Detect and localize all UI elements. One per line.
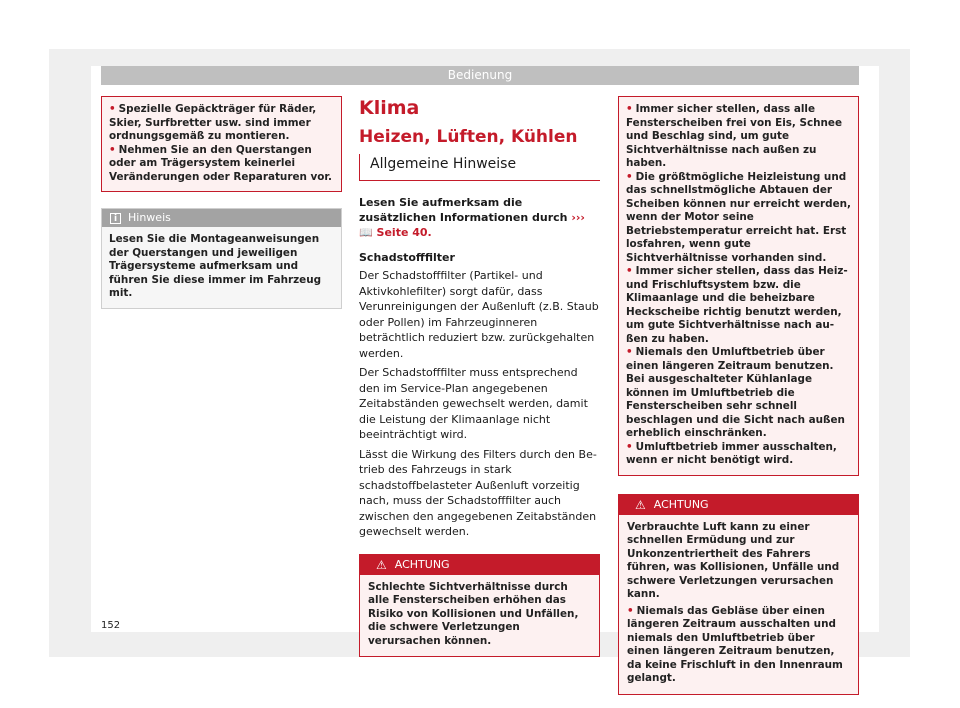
warning-body: [619, 515, 858, 694]
note-box: [101, 208, 342, 309]
bullet-icon: •: [626, 440, 633, 453]
paragraph: Der Schadstofffilter muss entsprechend den im Service-Plan angegebenen Zeitabständen gewechselt werden, damit die Leistung der Klimaanlage nicht beeinträchtigt wird.: [359, 366, 588, 441]
warning-label: ACHTUNG: [653, 497, 709, 511]
warning-continuation-box: [618, 96, 859, 476]
note-text: Lesen Sie die Montageanweisungen der Querstangen und jeweiligen Trägersysteme aufmerksam und führen Sie diese immer im Fahrzeug mit.: [109, 233, 322, 299]
intro-text: Lesen Sie aufmerksam die zusätzlichen Informationen durch ››› 📖 Seite 40.: [359, 196, 585, 239]
warning-box: [618, 494, 859, 695]
book-icon: 📖: [359, 226, 373, 239]
page-reference-link[interactable]: Seite 40.: [376, 226, 432, 239]
list-item: • Immer sicher stellen, dass alle Fensterscheiben frei von Eis, Schnee und Beschlag sind, um gute Sichtverhältnisse nach außen zu haben.: [626, 103, 843, 169]
list-item: • Niemals den Umluftbetrieb über einen längeren Zeitraum benutzen. Bei ausgeschalteter Kühlanlage können im Umluftbetrieb die Fensterscheiben sehr schnell beschlagen und die Sicht nach außen erheblich einschränken.: [626, 346, 845, 439]
page-number: 152: [101, 620, 121, 631]
bullet-icon: •: [626, 103, 633, 115]
arrow-icon: ›››: [571, 211, 585, 224]
note-label: Hinweis: [128, 211, 171, 224]
list-item: • Spezielle Gepäckträger für Räder, Skier, Surfbretter usw. sind immer ordnungsgemäß zu montieren.: [109, 103, 317, 142]
subsection-title: Allgemeine Hinweise: [359, 154, 600, 181]
bullet-icon: •: [109, 103, 116, 115]
warning-label: ACHTUNG: [394, 557, 450, 571]
warning-triangle-icon: ⚠: [376, 557, 387, 572]
list-item: • Niemals das Gebläse über einen längeren Zeitraum ausschalten und niemals den Umluftbetrieb über einen längeren Zeitraum benutzen, da keine Frischluft in den Innenraum gelangt.: [627, 604, 843, 684]
list-item: • Die größtmögliche Heizleistung und das schnellstmögliche Abtauen der Scheiben können nur erreicht werden, wenn der Motor seine Betriebstemperatur erreicht hat. Erst losfahren, wenn gute Sichtverhältnisse vorhanden sind.: [626, 170, 851, 264]
list-item: • Immer sicher stellen, dass das Heiz- und Frischluftsystem bzw. die Klimaanlage und die beheizbare Heckscheibe richtig benutzt werden, um gute Sichtverhältnisse nach außen zu haben.: [626, 265, 848, 345]
bullet-icon: •: [626, 265, 633, 277]
bullet-icon: •: [627, 604, 634, 617]
list-item: • Umluftbetrieb immer ausschalten, wenn er nicht benötigt wird.: [626, 440, 837, 466]
paragraph: Lässt die Wirkung des Filters durch den Betrieb des Fahrzeugs in stark schadstoffbelasteter Außenluft vorzeitig nach, muss der Schadstofffilter auch zwischen den angegebenen Zeitabständen gewechselt werden.: [359, 447, 597, 538]
warning-continuation-box: [101, 96, 342, 192]
header-bar: Bedienung: [101, 66, 859, 85]
note-header: [102, 209, 341, 227]
warning-header: [619, 495, 858, 515]
chapter-title: Klima: [359, 97, 420, 119]
paragraph: Der Schadstofffilter (Partikel- und Aktivkohlefilter) sorgt dafür, dass Verunreinigungen der Außenluft (z.B. Staub oder Pollen) im Fahrzeuginneren beträchtlich reduziert bzw. zurückgehalten werden.: [359, 269, 599, 360]
bullet-icon: •: [109, 143, 116, 156]
bullet-icon: •: [626, 346, 633, 358]
info-icon: i: [110, 213, 121, 224]
warning-box: [359, 554, 600, 658]
column-middle: [359, 96, 600, 657]
list-item: • Nehmen Sie an den Querstangen oder am Trägersystem keinerlei Veränderungen oder Reparaturen vor.: [109, 143, 333, 183]
column-right: [618, 96, 859, 695]
warning-header: [360, 555, 599, 575]
column-left: [101, 96, 342, 309]
warning-text: Verbrauchte Luft kann zu einer schnellen Ermüdung und zur Unkonzentriertheit des Fahrers führen, was Kollisionen, Unfälle und schwere Verletzungen verursachen kann.: [627, 520, 840, 600]
bullet-icon: •: [626, 170, 633, 183]
warning-triangle-icon: ⚠: [635, 497, 646, 512]
warning-text: Schlechte Sichtverhältnisse durch alle Fensterscheiben erhöhen das Risiko von Kollisionen und Unfällen, die schwere Verletzungen verursachen können.: [368, 580, 579, 647]
section-title: Heizen, Lüften, Kühlen: [359, 127, 578, 147]
filter-heading: Schadstofffilter: [359, 251, 455, 264]
